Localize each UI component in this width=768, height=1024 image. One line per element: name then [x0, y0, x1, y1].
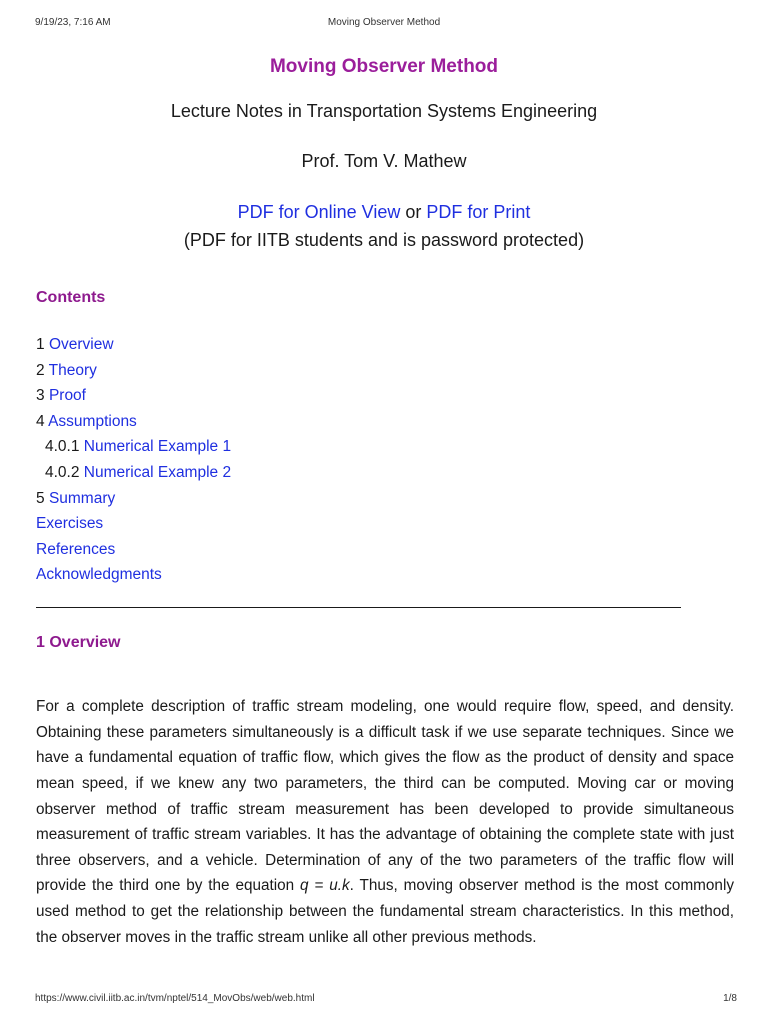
- toc-item-numerical-example-2: [36, 463, 231, 489]
- pdf-or-text: or: [400, 202, 427, 222]
- pdf-online-view-link[interactable]: PDF for Online View: [237, 202, 401, 222]
- toc-item-proof: [36, 386, 231, 412]
- toc-link-assumptions[interactable]: Assumptions: [48, 412, 137, 430]
- page-number: 1/8: [723, 993, 737, 1004]
- flow-equation: q = u.k: [300, 877, 350, 895]
- toc-number: 1: [36, 336, 49, 353]
- author-name: Prof. Tom V. Mathew: [301, 151, 467, 171]
- print-page-title: Moving Observer Method: [327, 17, 441, 28]
- print-footer: [0, 993, 768, 1009]
- toc-item-theory: [36, 361, 231, 387]
- overview-text-part-1: For a complete description of traffic stream modeling, one would require flow, speed, and density. Obtaining these parameters simultaneously is a difficult task if we use separate techniques. Since we have a fundamental equation of traffic flow, which gives the flow as the product of density and space mean speed, if we knew any two parameters, the third can be computed. Moving car or moving observer method of traffic stream measurement has been developed to provide simultaneous measurement of traffic stream variables. It has the advantage of obtaining the complete state with just three observers, and a vehicle. Determination of any of the two parameters of the traffic flow will provide the third one by the equation: [36, 698, 734, 895]
- page-title: Moving Observer Method: [269, 56, 499, 77]
- print-url: https://www.civil.iitb.ac.in/tvm/nptel/514_MovObs/web/web.html: [35, 993, 315, 1004]
- toc-link-acknowledgments[interactable]: Acknowledgments: [36, 566, 162, 584]
- toc-number: 4.0.1: [45, 438, 84, 456]
- contents-heading: Contents: [36, 289, 106, 306]
- print-date: 9/19/23, 7:16 AM: [35, 17, 111, 28]
- toc-number: 5: [36, 489, 49, 507]
- horizontal-divider: [36, 607, 681, 608]
- toc-number: 4.0.2: [45, 463, 84, 481]
- overview-paragraph: [36, 694, 734, 950]
- pdf-links-line: [0, 202, 768, 223]
- toc-link-exercises[interactable]: Exercises: [36, 515, 104, 533]
- page-subtitle: Lecture Notes in Transportation Systems Engineering: [170, 101, 598, 121]
- toc-item-numerical-example-1: [36, 437, 231, 463]
- toc-item-overview: [36, 335, 231, 361]
- toc-number: 3: [36, 387, 49, 405]
- toc-number: 2: [36, 361, 49, 379]
- overview-text-part-2: . Thus, moving observer method is the most commonly used method to get the relationship between the fundamental stream characteristics. In this method, the observer moves in the traffic stream unlike all other previous methods.: [36, 877, 734, 946]
- toc-item-summary: [36, 489, 231, 515]
- pdf-print-link[interactable]: PDF for Print: [426, 202, 531, 222]
- toc-link-numerical-example-1[interactable]: Numerical Example 1: [83, 438, 232, 456]
- toc-link-proof[interactable]: Proof: [48, 387, 86, 405]
- toc-link-theory[interactable]: Theory: [48, 361, 97, 379]
- toc-link-references[interactable]: References: [36, 540, 116, 558]
- toc-item-exercises: [36, 514, 231, 540]
- toc-item-assumptions: [36, 412, 231, 438]
- toc-number: 4: [36, 412, 49, 430]
- toc-item-acknowledgments: [36, 565, 231, 591]
- toc-link-summary[interactable]: Summary: [48, 489, 116, 507]
- toc-link-numerical-example-2[interactable]: Numerical Example 2: [83, 463, 232, 481]
- print-header: [0, 17, 768, 33]
- section-heading-overview: 1 Overview: [36, 634, 121, 651]
- pdf-password-note: (PDF for IITB students and is password protected): [183, 230, 585, 250]
- toc-link-overview[interactable]: Overview: [48, 336, 114, 353]
- toc-item-references: [36, 540, 231, 566]
- table-of-contents: [36, 335, 231, 591]
